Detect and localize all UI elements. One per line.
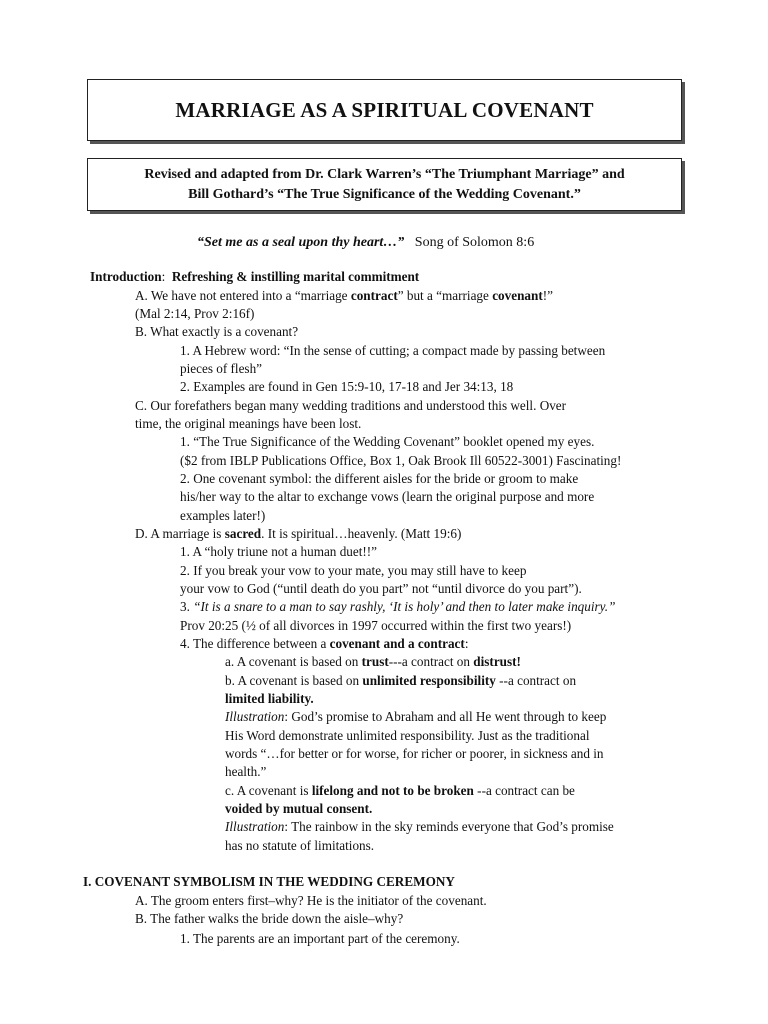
point-d-post: . It is spiritual…heavenly. (Matt 19:6)	[261, 526, 462, 541]
difference-c-voided	[225, 800, 372, 818]
point-d-item-3-num: 3.	[180, 599, 194, 614]
point-d	[135, 525, 461, 543]
difference-b	[225, 672, 576, 690]
point-d-item-3	[180, 598, 615, 616]
difference-a-distrust: distrust!	[473, 654, 521, 669]
attribution-line-1: Revised and adapted from Dr. Clark Warren’s “The Triumphant Marriage” and	[144, 166, 625, 182]
point-a-contract: contract	[350, 288, 398, 303]
point-d-item-2: 2. If you break your vow to your mate, you may still have to keep	[180, 563, 527, 578]
point-b: B. What exactly is a covenant?	[135, 324, 299, 339]
illustration-2-label: Illustration	[225, 819, 285, 834]
point-b-item-2: 2. Examples are found in Gen 15:9-10, 17-18 and Jer 34:13, 18	[180, 379, 514, 394]
illustration-1-cont: His Word demonstrate unlimited responsibility. Just as the traditional	[225, 728, 590, 743]
difference-b-limited	[225, 690, 314, 708]
illustration-2	[225, 818, 614, 836]
intro-title: Refreshing & instilling marital commitment	[171, 269, 420, 284]
point-b-item-1: 1. A Hebrew word: “In the sense of cutting; a compact made by passing between	[180, 343, 606, 358]
illustration-1	[225, 708, 606, 726]
point-c-item-2: 2. One covenant symbol: the different aisles for the bride or groom to make	[180, 471, 579, 486]
attribution-line-2: Bill Gothard’s “The True Significance of the Wedding Covenant.”	[188, 186, 581, 202]
difference-c-pre: c. A covenant is	[225, 783, 312, 798]
difference-a-mid: ---a contract on	[388, 654, 474, 669]
point-d-item-4-post: :	[464, 636, 469, 651]
point-d-pre: D. A marriage is	[135, 526, 225, 541]
section-1-point-b: B. The father walks the bride down the aisle–why?	[135, 911, 404, 926]
point-c-item-1: 1. “The True Significance of the Wedding Covenant” booklet opened my eyes.	[180, 434, 595, 449]
point-d-sacred: sacred	[224, 526, 262, 541]
point-a-pre: A. We have not entered into a “marriage	[135, 288, 351, 303]
difference-c-voided-text: voided by mutual consent.	[225, 801, 373, 816]
document-title: MARRIAGE AS A SPIRITUAL COVENANT	[87, 79, 682, 141]
illustration-1-cont2: words “…for better or for worse, for richer or poorer, in sickness and in	[225, 746, 604, 761]
illustration-2-cont: has no statute of limitations.	[225, 838, 375, 853]
difference-a	[225, 653, 521, 671]
illustration-1-text: : God’s promise to Abraham and all He went through to keep	[284, 709, 607, 724]
epigraph-quote: “Set me as a seal upon thy heart…”	[197, 235, 405, 250]
point-d-item-3-cont: Prov 20:25 (½ of all divorces in 1997 occurred within the first two years!)	[180, 618, 572, 633]
illustration-2-text: : The rainbow in the sky reminds everyone that God’s promise	[284, 819, 614, 834]
difference-c-lifelong: lifelong and not to be broken	[311, 783, 474, 798]
illustration-1-cont3: health.”	[225, 764, 267, 779]
point-d-item-4	[180, 635, 468, 653]
introduction-heading	[90, 268, 419, 286]
intro-colon: :	[161, 269, 166, 284]
point-c-item-2-cont2: examples later!)	[180, 508, 266, 523]
difference-b-limited-text: limited liability.	[225, 691, 314, 706]
difference-c	[225, 782, 575, 800]
point-d-item-3-quote: “It is a snare to a man to say rashly, ‘It is holy’ and then to later make inquiry.”	[193, 599, 616, 614]
intro-label: Introduction	[90, 269, 162, 284]
source-attribution	[87, 158, 682, 211]
epigraph-reference: Song of Solomon 8:6	[414, 235, 535, 250]
difference-c-post: --a contract can be	[473, 783, 575, 798]
difference-b-unlimited: unlimited responsibility	[362, 673, 496, 688]
illustration-1-label: Illustration	[225, 709, 285, 724]
point-c-item-1-cont: ($2 from IBLP Publications Office, Box 1, Oak Brook Ill 60522-3001) Fascinating!	[180, 453, 622, 468]
point-a-post: !”	[542, 288, 553, 303]
difference-a-trust: trust	[361, 654, 389, 669]
point-a-mid: ” but a “marriage	[397, 288, 493, 303]
point-a-reference: (Mal 2:14, Prov 2:16f)	[135, 306, 255, 321]
point-c-cont: time, the original meanings have been lost.	[135, 416, 362, 431]
section-1-point-b-item-1: 1. The parents are an important part of the ceremony.	[180, 931, 460, 946]
difference-b-pre: b. A covenant is based on	[225, 673, 363, 688]
point-a	[135, 287, 553, 305]
point-d-item-2-cont: your vow to God (“until death do you part” not “until divorce do you part”).	[180, 581, 582, 596]
section-1-heading: I. COVENANT SYMBOLISM IN THE WEDDING CEREMONY	[83, 874, 455, 889]
point-d-item-4-bold: covenant and a contract	[329, 636, 465, 651]
point-b-item-1-cont: pieces of flesh”	[180, 361, 263, 376]
point-d-item-1: 1. A “holy triune not a human duet!!”	[180, 544, 378, 559]
difference-b-post: --a contract on	[495, 673, 577, 688]
section-1-point-a: A. The groom enters first–why? He is the initiator of the covenant.	[135, 893, 487, 908]
difference-a-pre: a. A covenant is based on	[225, 654, 362, 669]
point-c-item-2-cont: his/her way to the altar to exchange vows (learn the original purpose and more	[180, 489, 595, 504]
point-c: C. Our forefathers began many wedding traditions and understood this well. Over	[135, 398, 567, 413]
point-a-covenant: covenant	[492, 288, 543, 303]
epigraph	[197, 234, 534, 252]
point-d-item-4-pre: 4. The difference between a	[180, 636, 330, 651]
